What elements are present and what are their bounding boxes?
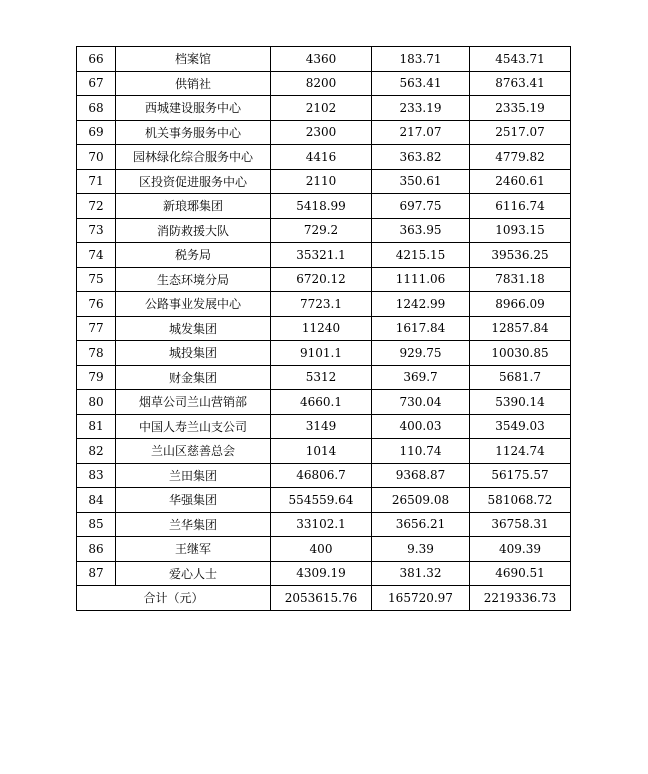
row-amount-b: 1617.84 xyxy=(372,316,470,341)
row-number: 67 xyxy=(77,71,116,96)
row-name: 机关事务服务中心 xyxy=(116,120,271,145)
table-row xyxy=(77,267,571,292)
row-number: 81 xyxy=(77,414,116,439)
row-amount-c: 5681.7 xyxy=(470,365,571,390)
row-number: 68 xyxy=(77,96,116,121)
table-row xyxy=(77,47,571,72)
row-amount-a: 35321.1 xyxy=(271,243,372,268)
table-row xyxy=(77,120,571,145)
row-amount-b: 3656.21 xyxy=(372,512,470,537)
row-name: 中国人寿兰山支公司 xyxy=(116,414,271,439)
row-amount-a: 729.2 xyxy=(271,218,372,243)
table-row xyxy=(77,341,571,366)
row-amount-c: 4779.82 xyxy=(470,145,571,170)
row-amount-c: 4690.51 xyxy=(470,561,571,586)
row-amount-c: 2335.19 xyxy=(470,96,571,121)
row-name: 烟草公司兰山营销部 xyxy=(116,390,271,415)
row-amount-a: 46806.7 xyxy=(271,463,372,488)
row-amount-b: 400.03 xyxy=(372,414,470,439)
row-number: 80 xyxy=(77,390,116,415)
row-amount-c: 4543.71 xyxy=(470,47,571,72)
table-row xyxy=(77,463,571,488)
row-name: 华强集团 xyxy=(116,488,271,513)
row-number: 73 xyxy=(77,218,116,243)
row-number: 76 xyxy=(77,292,116,317)
row-amount-b: 4215.15 xyxy=(372,243,470,268)
row-amount-c: 5390.14 xyxy=(470,390,571,415)
row-amount-c: 8966.09 xyxy=(470,292,571,317)
row-name: 城发集团 xyxy=(116,316,271,341)
table-row xyxy=(77,218,571,243)
row-amount-a: 2110 xyxy=(271,169,372,194)
table-row xyxy=(77,71,571,96)
row-name: 兰华集团 xyxy=(116,512,271,537)
row-amount-c: 409.39 xyxy=(470,537,571,562)
row-number: 86 xyxy=(77,537,116,562)
row-amount-a: 400 xyxy=(271,537,372,562)
table-body xyxy=(77,47,571,586)
row-amount-c: 1124.74 xyxy=(470,439,571,464)
row-number: 74 xyxy=(77,243,116,268)
row-name: 园林绿化综合服务中心 xyxy=(116,145,271,170)
row-amount-b: 381.32 xyxy=(372,561,470,586)
table-row xyxy=(77,96,571,121)
row-amount-a: 4309.19 xyxy=(271,561,372,586)
row-number: 69 xyxy=(77,120,116,145)
table-row xyxy=(77,169,571,194)
row-amount-b: 26509.08 xyxy=(372,488,470,513)
table-row xyxy=(77,390,571,415)
total-amount-b: 165720.97 xyxy=(372,586,470,611)
row-amount-b: 183.71 xyxy=(372,47,470,72)
row-amount-a: 3149 xyxy=(271,414,372,439)
row-amount-a: 4416 xyxy=(271,145,372,170)
total-row xyxy=(77,586,571,611)
row-name: 税务局 xyxy=(116,243,271,268)
row-number: 83 xyxy=(77,463,116,488)
row-number: 79 xyxy=(77,365,116,390)
row-number: 85 xyxy=(77,512,116,537)
table-row xyxy=(77,194,571,219)
row-amount-a: 11240 xyxy=(271,316,372,341)
row-amount-b: 730.04 xyxy=(372,390,470,415)
row-amount-c: 56175.57 xyxy=(470,463,571,488)
row-amount-b: 929.75 xyxy=(372,341,470,366)
total-amount-a: 2053615.76 xyxy=(271,586,372,611)
table-row xyxy=(77,439,571,464)
row-amount-c: 36758.31 xyxy=(470,512,571,537)
row-amount-b: 363.82 xyxy=(372,145,470,170)
table-row xyxy=(77,512,571,537)
row-number: 84 xyxy=(77,488,116,513)
row-amount-b: 1111.06 xyxy=(372,267,470,292)
row-amount-b: 697.75 xyxy=(372,194,470,219)
row-amount-c: 10030.85 xyxy=(470,341,571,366)
row-amount-b: 563.41 xyxy=(372,71,470,96)
row-number: 77 xyxy=(77,316,116,341)
row-name: 生态环境分局 xyxy=(116,267,271,292)
row-name: 公路事业发展中心 xyxy=(116,292,271,317)
row-name: 新琅琊集团 xyxy=(116,194,271,219)
row-amount-b: 110.74 xyxy=(372,439,470,464)
row-amount-c: 6116.74 xyxy=(470,194,571,219)
row-amount-a: 2300 xyxy=(271,120,372,145)
row-name: 兰山区慈善总会 xyxy=(116,439,271,464)
row-amount-a: 8200 xyxy=(271,71,372,96)
row-amount-c: 3549.03 xyxy=(470,414,571,439)
row-amount-b: 363.95 xyxy=(372,218,470,243)
row-name: 爱心人士 xyxy=(116,561,271,586)
row-number: 66 xyxy=(77,47,116,72)
row-number: 87 xyxy=(77,561,116,586)
row-name: 供销社 xyxy=(116,71,271,96)
row-amount-a: 4660.1 xyxy=(271,390,372,415)
table-row xyxy=(77,414,571,439)
row-amount-a: 1014 xyxy=(271,439,372,464)
row-amount-b: 350.61 xyxy=(372,169,470,194)
row-amount-c: 8763.41 xyxy=(470,71,571,96)
row-name: 王继军 xyxy=(116,537,271,562)
row-name: 财金集团 xyxy=(116,365,271,390)
table-row xyxy=(77,537,571,562)
row-amount-b: 1242.99 xyxy=(372,292,470,317)
row-amount-a: 6720.12 xyxy=(271,267,372,292)
row-name: 西城建设服务中心 xyxy=(116,96,271,121)
row-number: 71 xyxy=(77,169,116,194)
table-row xyxy=(77,316,571,341)
row-number: 70 xyxy=(77,145,116,170)
table-row xyxy=(77,365,571,390)
row-amount-a: 554559.64 xyxy=(271,488,372,513)
row-name: 区投资促进服务中心 xyxy=(116,169,271,194)
row-amount-a: 7723.1 xyxy=(271,292,372,317)
table-row xyxy=(77,292,571,317)
row-amount-b: 217.07 xyxy=(372,120,470,145)
row-amount-c: 2517.07 xyxy=(470,120,571,145)
row-amount-a: 2102 xyxy=(271,96,372,121)
row-number: 82 xyxy=(77,439,116,464)
row-amount-c: 7831.18 xyxy=(470,267,571,292)
row-amount-c: 581068.72 xyxy=(470,488,571,513)
row-amount-c: 12857.84 xyxy=(470,316,571,341)
row-amount-a: 4360 xyxy=(271,47,372,72)
row-amount-c: 39536.25 xyxy=(470,243,571,268)
table-row xyxy=(77,561,571,586)
row-number: 78 xyxy=(77,341,116,366)
row-amount-a: 5418.99 xyxy=(271,194,372,219)
row-name: 兰田集团 xyxy=(116,463,271,488)
row-amount-b: 9368.87 xyxy=(372,463,470,488)
table-row xyxy=(77,145,571,170)
row-name: 消防救援大队 xyxy=(116,218,271,243)
row-amount-a: 5312 xyxy=(271,365,372,390)
row-amount-c: 1093.15 xyxy=(470,218,571,243)
row-amount-b: 9.39 xyxy=(372,537,470,562)
row-amount-b: 369.7 xyxy=(372,365,470,390)
row-amount-a: 9101.1 xyxy=(271,341,372,366)
row-amount-c: 2460.61 xyxy=(470,169,571,194)
total-label: 合计（元） xyxy=(77,586,271,611)
row-name: 城投集团 xyxy=(116,341,271,366)
total-amount-c: 2219336.73 xyxy=(470,586,571,611)
row-number: 75 xyxy=(77,267,116,292)
donation-table xyxy=(76,46,571,611)
row-amount-a: 33102.1 xyxy=(271,512,372,537)
table-row xyxy=(77,243,571,268)
row-number: 72 xyxy=(77,194,116,219)
table-row xyxy=(77,488,571,513)
row-amount-b: 233.19 xyxy=(372,96,470,121)
row-name: 档案馆 xyxy=(116,47,271,72)
